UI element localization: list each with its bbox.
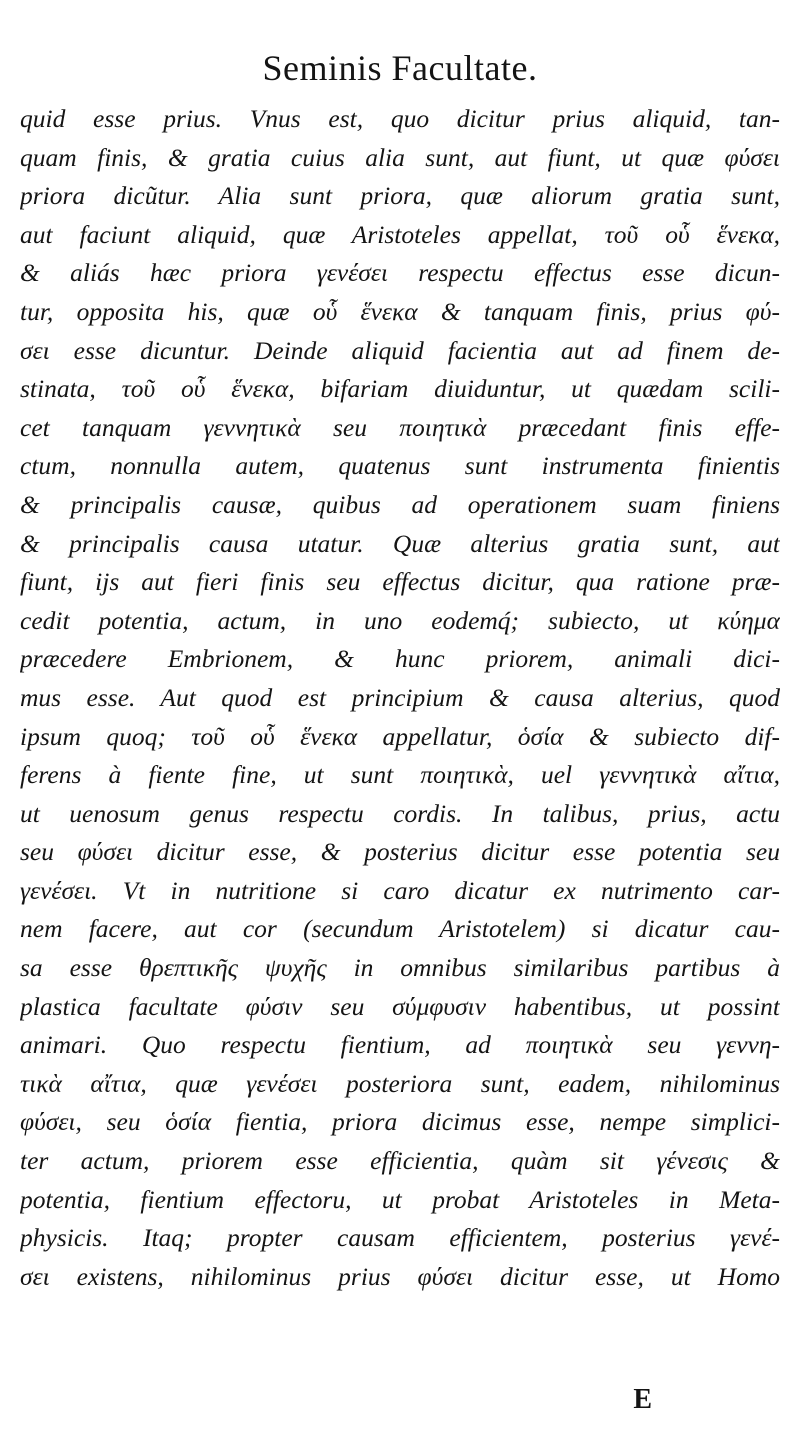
text-line: & principalis causa utatur. Quæ alterius gratia sunt, aut [20,528,780,558]
text-line: σει esse dicuntur. Deinde aliquid facientia aut ad finem de- [20,335,780,365]
text-line: ctum, nonnulla autem, quatenus sunt instrumenta finientis [20,451,780,481]
text-line: priora dicũtur. Alia sunt priora, quæ aliorum gratia sunt, [20,181,780,211]
signature-mark: E [633,1384,652,1415]
running-head-title: Seminis Facultate. [262,48,538,88]
text-line: φύσει, seu ὁσία fientia, priora dicimus esse, nempe simplici- [20,1107,780,1137]
text-line: σει existens, nihilominus prius φύσει dicitur esse, ut Homo [20,1261,780,1291]
text-line: tur, opposita his, quæ οὗ ἕνεκα & tanquam finis, prius φύ- [20,296,780,326]
text-line: seu φύσει dicitur esse, & posterius dicitur esse potentia seu [20,837,780,867]
text-line: animari. Quo respectu fientium, ad ποιητικὰ seu γεννη- [20,1030,780,1060]
text-line: quam finis, & gratia cuius alia sunt, aut fiunt, ut quæ φύσει [20,142,780,172]
text-line: ferens à fiente fine, ut sunt ποιητικὰ, uel γεννητικὰ αἴτια, [20,760,780,790]
text-line: nem facere, aut cor (secundum Aristotelem) si dicatur cau- [20,914,780,944]
text-line: stinata, τοῦ οὗ ἕνεκα, bifariam diuiduntur, ut quædam scili- [20,374,780,404]
text-line: cedit potentia, actum, in uno eodemq́; subiecto, ut κύημα [20,605,780,635]
text-line: aut faciunt aliquid, quæ Aristoteles appellat, τοῦ οὗ ἕνεκα, [20,219,780,249]
text-line: quid esse prius. Vnus est, quo dicitur prius aliquid, tan- [20,104,780,133]
text-line: & aliás hæc priora γενέσει respectu effectus esse dicun- [20,258,780,288]
text-line: γενέσει. Vt in nutritione si caro dicatur ex nutrimento car- [20,875,780,905]
text-line: fiunt, ijs aut fieri finis seu effectus dicitur, qua ratione præ- [20,567,780,597]
text-line: præcedere Embrionem, & hunc priorem, animali dici- [20,644,780,674]
text-line: plastica facultate φύσιν seu σύμφυσιν habentibus, ut possint [20,991,780,1021]
text-line: ipsum quoq; τοῦ οὗ ἕνεκα appellatur, ὁσία & subiecto dif- [20,721,780,751]
text-line: sa esse θρεπτικῆς ψυχῆς in omnibus similaribus partibus à [20,953,780,983]
text-line: ut uenosum genus respectu cordis. In talibus, prius, actu [20,798,780,828]
text-line: τικὰ αἴτια, quæ γενέσει posteriora sunt, eadem, nihilominus [20,1068,780,1098]
body-text [20,100,780,1296]
text-line: mus esse. Aut quod est principium & causa alterius, quod [20,682,780,712]
text-line: cet tanquam γεννητικὰ seu ποιητικὰ præcedant finis effe- [20,412,780,442]
text-line: & principalis causæ, quibus ad operationem suam finiens [20,489,780,519]
text-line: physicis. Itaq; propter causam efficientem, posterius γενέ- [20,1223,780,1253]
text-line: ter actum, priorem esse efficientia, quàm sit γένεσις & [20,1146,780,1176]
text-line: potentia, fientium effectoru, ut probat Aristoteles in Meta- [20,1184,780,1214]
